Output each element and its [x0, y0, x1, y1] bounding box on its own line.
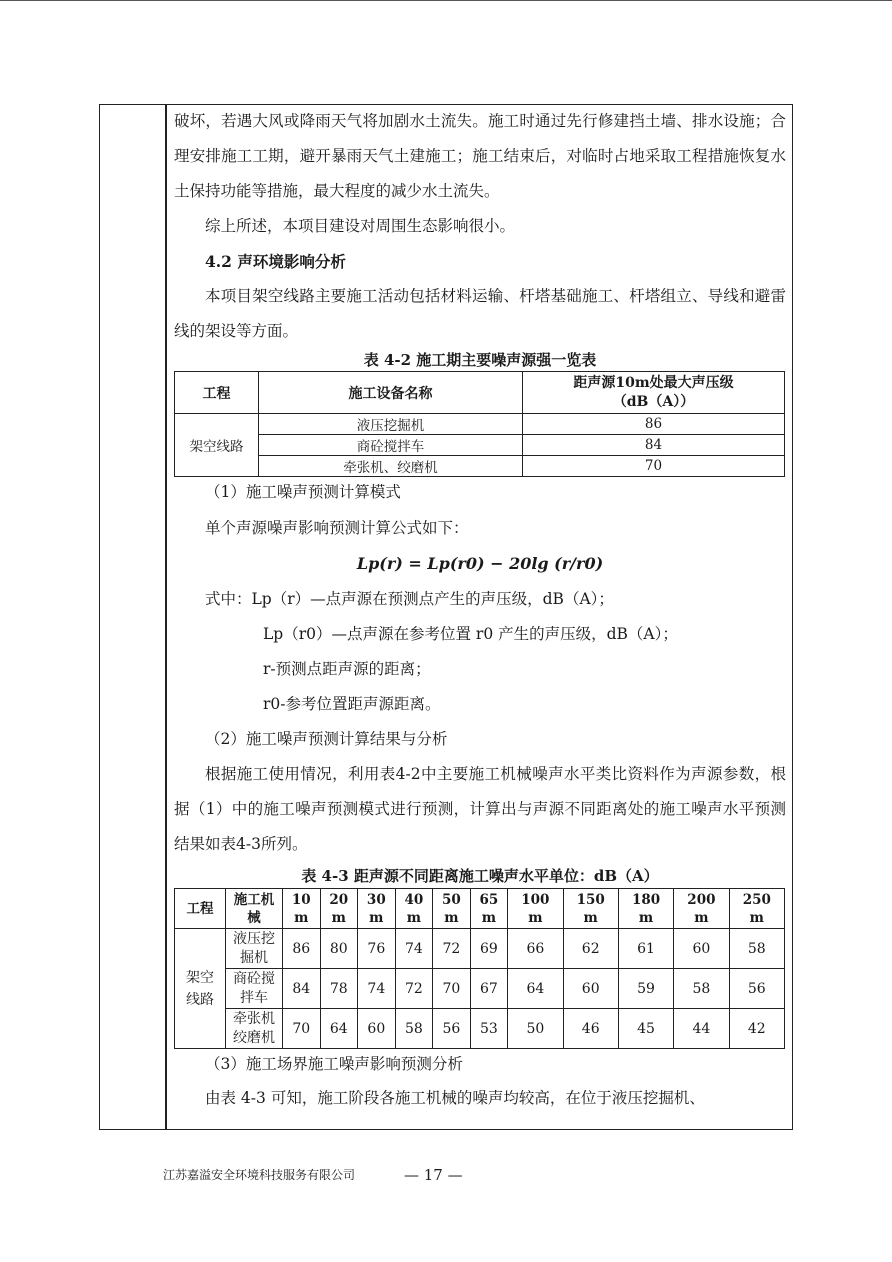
table42-caption: 表 4-2 施工期主要噪声源强一览表 [363, 351, 597, 369]
t43-header-distance [729, 889, 784, 929]
t43-value-cell: 53 [470, 1009, 508, 1049]
t43-value-cell: 84 [283, 969, 321, 1009]
t43-value-cell: 70 [283, 1009, 321, 1049]
paragraph-activities: 本项目架空线路主要施工活动包括材料运输、杆塔基础施工、杆塔组立、导线和避雷线的架设等方面。 [174, 287, 786, 340]
t43-value-cell: 74 [358, 969, 396, 1009]
t43-value-cell: 44 [674, 1009, 729, 1049]
t43-value-cell: 58 [674, 969, 729, 1009]
left-column-divider [165, 104, 167, 1130]
t42-header-level [523, 372, 785, 414]
t43-distance-value: 150 [576, 891, 605, 908]
t43-distance-value: 50 [441, 891, 461, 908]
paragraph-results: 根据施工使用情况，利用表4-2中主要施工机械噪声水平类比资料作为声源参数，根据（1）中的施工噪声预测模式进行预测，计算出与声源不同距离处的施工噪声水平预测结果如表4-3所列。 [174, 765, 786, 853]
t43-header-distance [395, 889, 433, 929]
t42-row-value: 84 [523, 435, 785, 456]
t43-header-distance [470, 889, 508, 929]
t43-value-cell: 72 [433, 929, 471, 969]
t43-header-distance [674, 889, 729, 929]
t43-value-cell: 58 [395, 1009, 433, 1049]
t43-value-cell: 67 [470, 969, 508, 1009]
t43-value-cell: 61 [618, 929, 673, 969]
t43-row [175, 969, 785, 1009]
t43-value-cell: 46 [563, 1009, 618, 1049]
t43-distance-value: 200 [687, 891, 716, 908]
t43-header-machine-l2: 械 [247, 909, 261, 926]
definition-r0: r0-参考位置距声源距离。 [263, 695, 441, 713]
t43-value-cell: 42 [729, 1009, 784, 1049]
t43-distance-unit: m [694, 909, 709, 926]
t43-distance-value: 20 [329, 891, 349, 908]
subheading-model: （1）施工噪声预测计算模式 [205, 483, 401, 501]
t42-header-equipment: 施工设备名称 [259, 372, 523, 414]
paragraph-boundary: 由表 4-3 可知，施工阶段各施工机械的噪声均较高，在位于液压挖掘机、 [205, 1089, 705, 1107]
t43-header-machine-l1: 施工机 [233, 891, 275, 908]
t43-value-cell: 56 [729, 969, 784, 1009]
footer-company: 江苏嘉溢安全环境科技服务有限公司 [163, 1168, 356, 1182]
t42-row-name: 牵张机、绞磨机 [259, 456, 523, 477]
subheading-results: （2）施工噪声预测计算结果与分析 [205, 730, 448, 748]
page-content [174, 104, 786, 1116]
t43-header-distance [508, 889, 563, 929]
t43-machine-l1: 牵张机 [233, 1010, 275, 1027]
t42-header-project: 工程 [175, 372, 259, 414]
section-heading: 4.2 声环境影响分析 [205, 252, 346, 271]
t43-machine-l2: 掘机 [240, 949, 268, 966]
t43-value-cell: 56 [433, 1009, 471, 1049]
t43-header-distance [320, 889, 358, 929]
t43-header-project: 工程 [175, 889, 226, 929]
t43-value-cell: 59 [618, 969, 673, 1009]
t43-machine-cell [226, 929, 283, 969]
t43-row [175, 1009, 785, 1049]
t43-value-cell: 66 [508, 929, 563, 969]
t43-distance-value: 180 [631, 891, 661, 908]
t42-row-value: 86 [523, 414, 785, 435]
t43-distance-value: 40 [404, 891, 424, 908]
paragraph-erosion: 破坏，若遇大风或降雨天气将加剧水土流失。施工时通过先行修建挡土墙、排水设施；合理安排施工工期，避开暴雨天气土建施工；施工结束后，对临时占地采取工程措施恢复水土保持功能等措施，最大程度的减少水土流失。 [174, 112, 786, 200]
t43-value-cell: 78 [320, 969, 358, 1009]
t43-value-cell: 74 [395, 929, 433, 969]
t43-distance-unit: m [749, 909, 764, 926]
t43-machine-cell [226, 969, 283, 1009]
t43-machine-l2: 拌车 [240, 989, 268, 1006]
t43-distance-value: 30 [366, 891, 386, 908]
t43-header-distance [283, 889, 321, 929]
t43-value-cell: 70 [433, 969, 471, 1009]
t43-distance-unit: m [528, 909, 543, 926]
t43-header-distance [433, 889, 471, 929]
t43-value-cell: 64 [508, 969, 563, 1009]
t43-machine-l2: 绞磨机 [233, 1029, 275, 1046]
t42-row-value: 70 [523, 456, 785, 477]
t43-distance-value: 65 [479, 891, 499, 908]
t43-header-distance [358, 889, 396, 929]
t43-machine-cell [226, 1009, 283, 1049]
top-rule [0, 0, 892, 1]
t43-value-cell: 64 [320, 1009, 358, 1049]
t43-value-cell: 58 [729, 929, 784, 969]
t43-distance-unit: m [294, 909, 309, 926]
t43-value-cell: 86 [283, 929, 321, 969]
t43-distance-unit: m [369, 909, 384, 926]
t43-header-distance [618, 889, 673, 929]
subheading-boundary: （3）施工场界施工噪声影响预测分析 [205, 1055, 463, 1073]
t43-header-distance [563, 889, 618, 929]
t43-value-cell: 60 [563, 969, 618, 1009]
t43-value-cell: 72 [395, 969, 433, 1009]
t43-group-cell [175, 929, 226, 1049]
t43-group-l2: 线路 [186, 991, 214, 1008]
t42-row-name: 液压挖掘机 [259, 414, 523, 435]
t43-value-cell: 50 [508, 1009, 563, 1049]
definition-lp-r0: Lp（r0）—点声源在参考位置 r0 产生的声压级，dB（A）； [263, 625, 678, 643]
t43-distance-unit: m [583, 909, 598, 926]
t43-machine-l1: 液压挖 [233, 930, 275, 947]
t43-machine-l1: 商砼搅 [233, 970, 275, 987]
t42-group-cell: 架空线路 [175, 414, 259, 477]
t43-value-cell: 60 [358, 1009, 396, 1049]
t42-row-name: 商砼搅拌车 [259, 435, 523, 456]
t43-distance-value: 10 [291, 891, 311, 908]
t43-distance-unit: m [638, 909, 654, 926]
definition-r: r-预测点距声源的距离； [263, 660, 431, 678]
noise-formula: Lp(r) = Lp(r0) − 20lg (r/r0) [356, 554, 604, 573]
t42-header-level-l1: 距声源10m处最大声压级 [573, 374, 734, 391]
t43-distance-value: 250 [742, 891, 771, 908]
t43-group-l1: 架空 [186, 969, 214, 986]
t43-distance-unit: m [481, 909, 497, 926]
t43-value-cell: 62 [563, 929, 618, 969]
t43-header-machine [226, 889, 283, 929]
page-number: — 17 — [404, 1166, 463, 1184]
paragraph-formula-intro: 单个声源噪声影响预测计算公式如下： [205, 519, 469, 537]
definition-lp-r: 式中：Lp（r）—点声源在预测点产生的声压级，dB（A）； [205, 590, 614, 608]
t43-value-cell: 80 [320, 929, 358, 969]
t43-distance-unit: m [444, 909, 459, 926]
t43-distance-unit: m [331, 909, 346, 926]
t43-value-cell: 45 [618, 1009, 673, 1049]
table-4-3 [174, 888, 785, 1049]
t43-distance-value: 100 [521, 891, 550, 908]
t42-header-level-l2: （dB（A）） [612, 393, 695, 410]
t43-distance-unit: m [406, 909, 421, 926]
t43-value-cell: 76 [358, 929, 396, 969]
table-4-2 [174, 371, 785, 477]
table43-caption: 表 4-3 距声源不同距离施工噪声水平单位：dB（A） [301, 867, 659, 885]
t43-row [175, 929, 785, 969]
t43-value-cell: 60 [674, 929, 729, 969]
paragraph-summary: 综上所述，本项目建设对周围生态影响很小。 [205, 217, 516, 235]
t43-value-cell: 69 [470, 929, 508, 969]
